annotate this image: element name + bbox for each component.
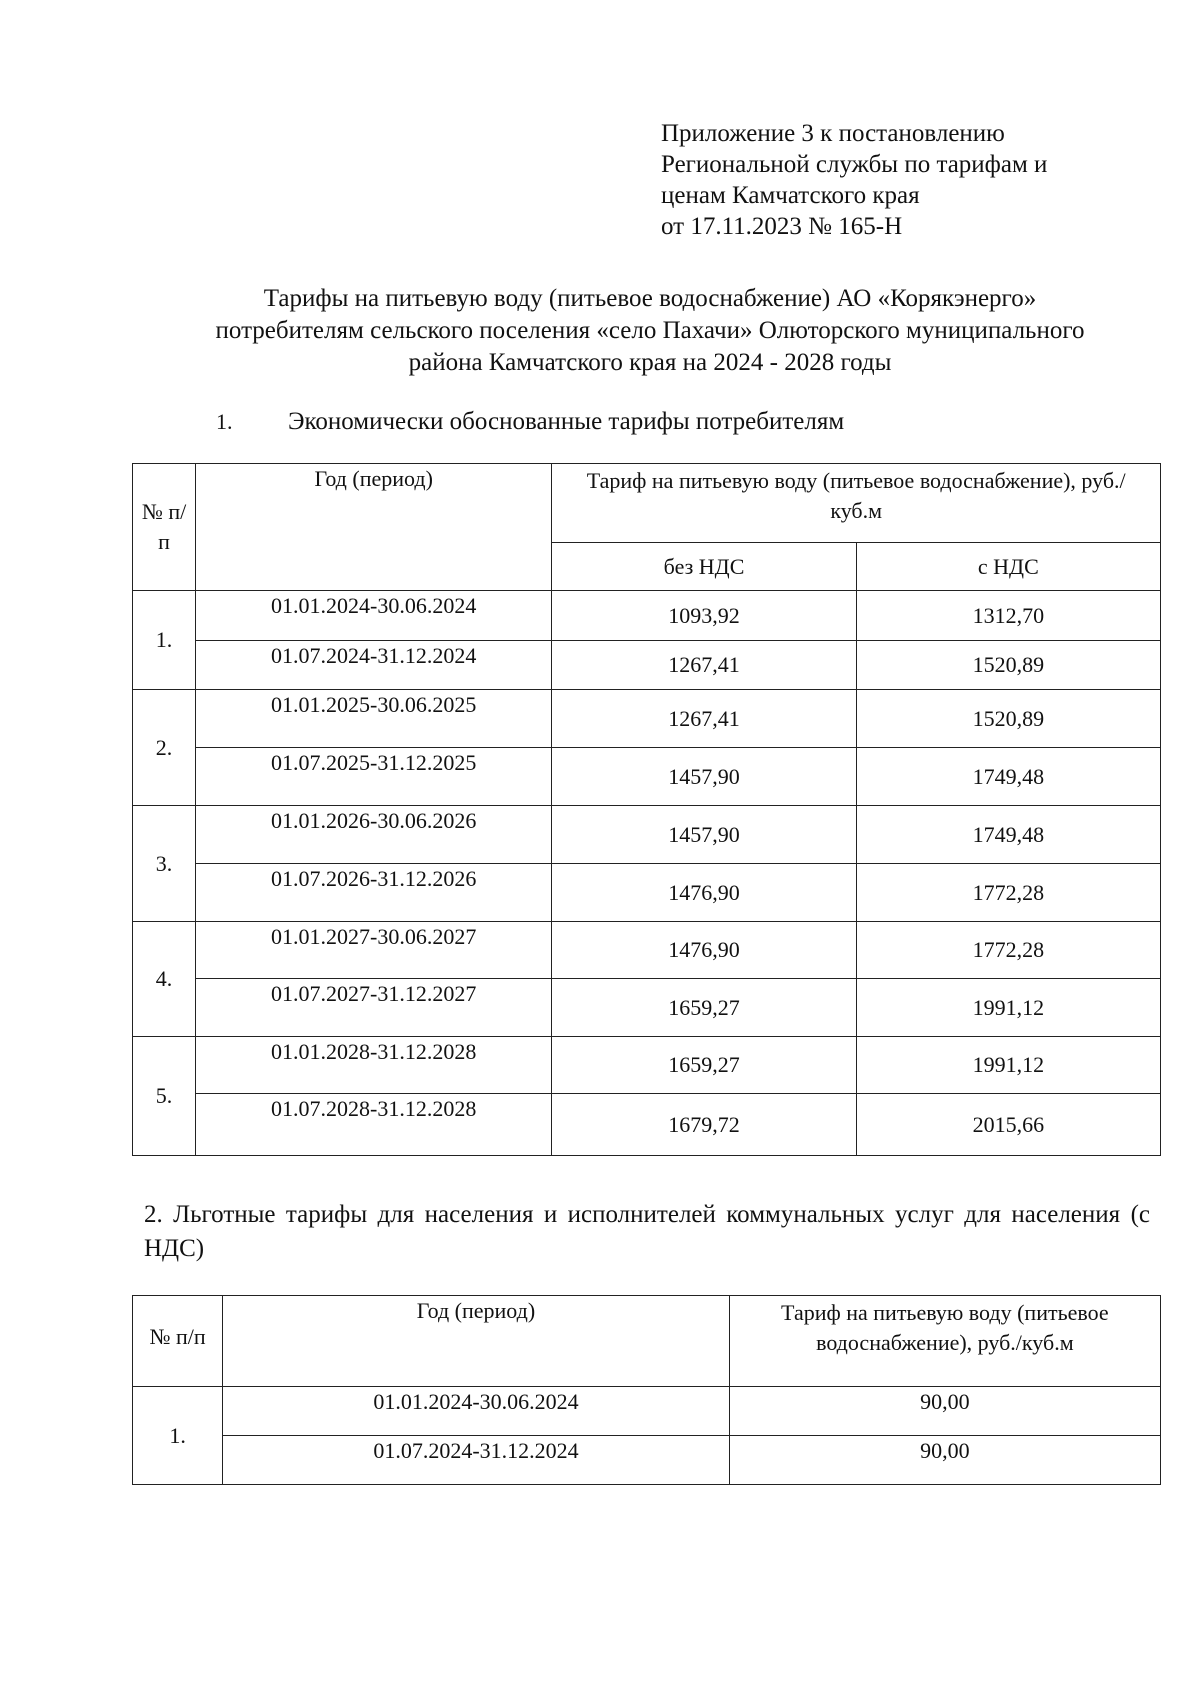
document-header [661, 118, 1047, 242]
table-row [133, 922, 1161, 979]
value-with-vat: 1991,12 [856, 979, 1160, 1037]
col-header-tariff: Тариф на питьевую воду (питьевое водоснабжение), руб./куб.м [552, 464, 1161, 543]
section1-heading-text: Экономически обоснованные тарифы потребителям [288, 408, 845, 435]
value-with-vat: 2015,66 [856, 1094, 1160, 1156]
header-line: от 17.11.2023 № 165-Н [661, 213, 903, 240]
col-header-num: № п/п [133, 464, 196, 591]
period-cell: 01.01.2024-30.06.2024 [196, 591, 552, 641]
title-line: потребителям сельского поселения «село Пахачи» Олюторского муниципального [215, 317, 1085, 344]
table-row [133, 1037, 1161, 1094]
title-line: Тарифы на питьевую воду (питьевое водоснабжение) АО «Корякэнерго» [263, 285, 1037, 312]
value-without-vat: 1476,90 [552, 864, 856, 922]
period-cell: 01.01.2025-30.06.2025 [196, 690, 552, 748]
row-group-number: 3. [133, 806, 196, 922]
table-row [133, 806, 1161, 864]
col-header-num: № п/п [133, 1296, 223, 1387]
header-line: Региональной службы по тарифам и [661, 151, 1048, 178]
section2-heading: 2. Льготные тарифы для населения и исполнителей коммунальных услуг для населения (с НДС) [144, 1201, 1150, 1262]
col-header-without-vat: без НДС [552, 543, 856, 591]
row-group-number: 4. [133, 922, 196, 1037]
period-cell: 01.07.2026-31.12.2026 [196, 864, 552, 922]
value-without-vat: 1093,92 [552, 591, 856, 641]
row-group-number: 1. [133, 591, 196, 690]
row-group-number: 1. [133, 1387, 223, 1485]
tariff-table-preferential [132, 1295, 1161, 1485]
value-with-vat: 1772,28 [856, 922, 1160, 979]
section1-heading [216, 408, 844, 436]
value-with-vat: 1749,48 [856, 748, 1160, 806]
col-header-period: Год (период) [196, 464, 552, 591]
table-row [133, 748, 1161, 806]
value-without-vat: 1267,41 [552, 641, 856, 690]
period-cell: 01.01.2024-30.06.2024 [223, 1387, 729, 1436]
table-row [133, 864, 1161, 922]
value-without-vat: 1659,27 [552, 1037, 856, 1094]
value-without-vat: 1457,90 [552, 806, 856, 864]
header-line: ценам Камчатского края [661, 182, 920, 209]
col-header-tariff: Тариф на питьевую воду (питьевое водоснабжение), руб./куб.м [729, 1296, 1160, 1387]
period-cell: 01.07.2028-31.12.2028 [196, 1094, 552, 1156]
value-without-vat: 1457,90 [552, 748, 856, 806]
value-with-vat: 1312,70 [856, 591, 1160, 641]
value-with-vat: 1991,12 [856, 1037, 1160, 1094]
table-row [133, 1436, 1161, 1485]
table-row [133, 979, 1161, 1037]
row-group-number: 5. [133, 1037, 196, 1156]
value-with-vat: 1520,89 [856, 641, 1160, 690]
value-with-vat: 1520,89 [856, 690, 1160, 748]
value-with-vat: 1749,48 [856, 806, 1160, 864]
period-cell: 01.07.2027-31.12.2027 [196, 979, 552, 1037]
value-without-vat: 1267,41 [552, 690, 856, 748]
table-row [133, 1387, 1161, 1436]
table-row [133, 591, 1161, 641]
header-line: Приложение 3 к постановлению [661, 120, 1005, 147]
col-header-with-vat: с НДС [856, 543, 1160, 591]
row-group-number: 2. [133, 690, 196, 806]
period-cell: 01.07.2024-31.12.2024 [223, 1436, 729, 1485]
table-row [133, 1094, 1161, 1156]
period-cell: 01.07.2025-31.12.2025 [196, 748, 552, 806]
title-line: района Камчатского края на 2024 - 2028 годы [408, 349, 892, 376]
col-header-period: Год (период) [223, 1296, 729, 1387]
period-cell: 01.07.2024-31.12.2024 [196, 641, 552, 690]
period-cell: 01.01.2026-30.06.2026 [196, 806, 552, 864]
value-cell: 90,00 [729, 1436, 1160, 1485]
tariff-table-economic [132, 463, 1161, 1156]
table-row [133, 690, 1161, 748]
value-without-vat: 1659,27 [552, 979, 856, 1037]
value-with-vat: 1772,28 [856, 864, 1160, 922]
value-without-vat: 1679,72 [552, 1094, 856, 1156]
table-row [133, 641, 1161, 690]
period-cell: 01.01.2027-30.06.2027 [196, 922, 552, 979]
value-without-vat: 1476,90 [552, 922, 856, 979]
period-cell: 01.01.2028-31.12.2028 [196, 1037, 552, 1094]
section1-number: 1. [216, 409, 233, 434]
value-cell: 90,00 [729, 1387, 1160, 1436]
document-title [100, 283, 1200, 379]
